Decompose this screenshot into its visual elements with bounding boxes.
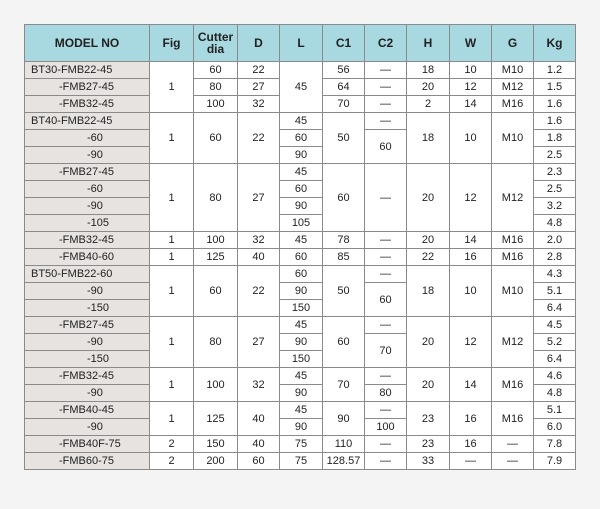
c1-cell: 50 — [323, 113, 365, 164]
fig-cell: 1 — [150, 113, 194, 164]
fig-cell: 1 — [150, 164, 194, 232]
model-cell: -105 — [25, 215, 150, 232]
c1-cell: 56 — [323, 62, 365, 79]
model-cell: -FMB40-60 — [25, 249, 150, 266]
c2-cell: — — [365, 164, 407, 232]
kg-cell: 6.0 — [534, 419, 576, 436]
c1-cell: 60 — [323, 317, 365, 368]
l-cell: 90 — [280, 283, 323, 300]
table-row — [25, 113, 576, 130]
kg-cell: 2.0 — [534, 232, 576, 249]
g-cell: M16 — [492, 368, 534, 402]
h-cell: 20 — [407, 79, 450, 96]
kg-cell: 3.2 — [534, 198, 576, 215]
header-cutter-line2: dia — [206, 42, 225, 56]
h-cell: 2 — [407, 96, 450, 113]
c1-cell: 70 — [323, 96, 365, 113]
cutter-cell: 60 — [194, 113, 238, 164]
c2-cell: 80 — [365, 385, 407, 402]
model-cell: -FMB32-45 — [25, 368, 150, 385]
c2-cell: 60 — [365, 283, 407, 317]
g-cell: — — [492, 453, 534, 470]
cutter-cell: 125 — [194, 249, 238, 266]
cutter-cell: 200 — [194, 453, 238, 470]
model-cell: BT50-FMB22-60 — [25, 266, 150, 283]
d-cell: 22 — [238, 113, 280, 164]
kg-cell: 7.9 — [534, 453, 576, 470]
l-cell: 150 — [280, 351, 323, 368]
header-w: W — [450, 25, 492, 62]
c2-cell: — — [365, 266, 407, 283]
kg-cell: 2.5 — [534, 147, 576, 164]
kg-cell: 2.8 — [534, 249, 576, 266]
fig-cell: 1 — [150, 249, 194, 266]
header-l: L — [280, 25, 323, 62]
table-row — [25, 436, 576, 453]
l-cell: 75 — [280, 453, 323, 470]
c1-cell: 85 — [323, 249, 365, 266]
c2-cell: 100 — [365, 419, 407, 436]
kg-cell: 4.8 — [534, 385, 576, 402]
table-row — [25, 164, 576, 181]
kg-cell: 5.2 — [534, 334, 576, 351]
l-cell: 45 — [280, 164, 323, 181]
kg-cell: 4.5 — [534, 317, 576, 334]
h-cell: 20 — [407, 232, 450, 249]
c1-cell: 50 — [323, 266, 365, 317]
d-cell: 32 — [238, 96, 280, 113]
l-cell: 60 — [280, 249, 323, 266]
cutter-cell: 60 — [194, 266, 238, 317]
header-h: H — [407, 25, 450, 62]
d-cell: 40 — [238, 402, 280, 436]
h-cell: 33 — [407, 453, 450, 470]
c1-cell: 60 — [323, 164, 365, 232]
kg-cell: 2.3 — [534, 164, 576, 181]
model-cell: -60 — [25, 181, 150, 198]
cutter-cell: 100 — [194, 232, 238, 249]
cutter-cell: 60 — [194, 62, 238, 79]
model-cell: -FMB27-45 — [25, 317, 150, 334]
l-cell: 45 — [280, 402, 323, 419]
model-cell: -90 — [25, 385, 150, 402]
header-c2: C2 — [365, 25, 407, 62]
d-cell: 22 — [238, 266, 280, 317]
d-cell: 32 — [238, 232, 280, 249]
d-cell: 27 — [238, 79, 280, 96]
c2-cell: — — [365, 96, 407, 113]
d-cell: 27 — [238, 317, 280, 368]
kg-cell: 4.6 — [534, 368, 576, 385]
header-model: MODEL NO — [25, 25, 150, 62]
model-cell: -90 — [25, 419, 150, 436]
model-cell: -FMB60-75 — [25, 453, 150, 470]
c2-cell: 70 — [365, 334, 407, 368]
model-cell: -60 — [25, 130, 150, 147]
header-cutter-dia — [194, 25, 238, 62]
l-cell: 90 — [280, 385, 323, 402]
g-cell: M12 — [492, 164, 534, 232]
l-cell: 90 — [280, 147, 323, 164]
g-cell: M16 — [492, 232, 534, 249]
l-cell: 105 — [280, 215, 323, 232]
c2-cell: — — [365, 79, 407, 96]
model-cell: BT30-FMB22-45 — [25, 62, 150, 79]
g-cell: — — [492, 436, 534, 453]
table-row — [25, 402, 576, 419]
model-cell: -90 — [25, 147, 150, 164]
fig-cell: 1 — [150, 317, 194, 368]
fig-cell: 2 — [150, 453, 194, 470]
d-cell: 27 — [238, 164, 280, 232]
l-cell: 75 — [280, 436, 323, 453]
c1-cell: 64 — [323, 79, 365, 96]
c2-cell: — — [365, 62, 407, 79]
w-cell: 12 — [450, 317, 492, 368]
model-cell: -150 — [25, 351, 150, 368]
c1-cell: 90 — [323, 402, 365, 436]
l-cell: 90 — [280, 198, 323, 215]
fig-cell: 2 — [150, 436, 194, 453]
d-cell: 22 — [238, 62, 280, 79]
h-cell: 23 — [407, 436, 450, 453]
h-cell: 23 — [407, 402, 450, 436]
cutter-cell: 150 — [194, 436, 238, 453]
model-cell: -90 — [25, 334, 150, 351]
g-cell: M10 — [492, 113, 534, 164]
w-cell: 10 — [450, 62, 492, 79]
kg-cell: 1.2 — [534, 62, 576, 79]
w-cell: — — [450, 453, 492, 470]
kg-cell: 6.4 — [534, 300, 576, 317]
w-cell: 14 — [450, 368, 492, 402]
table-row — [25, 62, 576, 79]
table-row — [25, 368, 576, 385]
l-cell: 45 — [280, 368, 323, 385]
w-cell: 10 — [450, 113, 492, 164]
kg-cell: 5.1 — [534, 283, 576, 300]
w-cell: 16 — [450, 402, 492, 436]
kg-cell: 1.6 — [534, 96, 576, 113]
w-cell: 14 — [450, 232, 492, 249]
c2-cell: — — [365, 436, 407, 453]
d-cell: 40 — [238, 436, 280, 453]
model-cell: -FMB27-45 — [25, 164, 150, 181]
cutter-cell: 100 — [194, 368, 238, 402]
kg-cell: 1.6 — [534, 113, 576, 130]
g-cell: M16 — [492, 249, 534, 266]
model-cell: -FMB27-45 — [25, 79, 150, 96]
l-cell: 45 — [280, 62, 323, 113]
l-cell: 45 — [280, 317, 323, 334]
c1-cell: 110 — [323, 436, 365, 453]
table-row — [25, 249, 576, 266]
h-cell: 20 — [407, 317, 450, 368]
model-cell: -150 — [25, 300, 150, 317]
l-cell: 150 — [280, 300, 323, 317]
w-cell: 16 — [450, 436, 492, 453]
kg-cell: 5.1 — [534, 402, 576, 419]
g-cell: M16 — [492, 96, 534, 113]
fig-cell: 1 — [150, 62, 194, 113]
header-row — [25, 25, 576, 62]
l-cell: 45 — [280, 232, 323, 249]
cutter-cell: 80 — [194, 317, 238, 368]
w-cell: 12 — [450, 164, 492, 232]
d-cell: 60 — [238, 453, 280, 470]
table-row — [25, 317, 576, 334]
cutter-cell: 100 — [194, 96, 238, 113]
g-cell: M12 — [492, 79, 534, 96]
l-cell: 60 — [280, 266, 323, 283]
c2-cell: — — [365, 232, 407, 249]
model-cell: -90 — [25, 283, 150, 300]
kg-cell: 7.8 — [534, 436, 576, 453]
h-cell: 18 — [407, 113, 450, 164]
model-cell: -FMB40F-75 — [25, 436, 150, 453]
l-cell: 60 — [280, 181, 323, 198]
header-d: D — [238, 25, 280, 62]
l-cell: 60 — [280, 130, 323, 147]
c2-cell: — — [365, 249, 407, 266]
c2-cell: — — [365, 453, 407, 470]
kg-cell: 4.8 — [534, 215, 576, 232]
c1-cell: 128.57 — [323, 453, 365, 470]
c2-cell: — — [365, 113, 407, 130]
model-cell: BT40-FMB22-45 — [25, 113, 150, 130]
fig-cell: 1 — [150, 368, 194, 402]
header-c1: C1 — [323, 25, 365, 62]
c2-cell: — — [365, 368, 407, 385]
g-cell: M10 — [492, 266, 534, 317]
d-cell: 40 — [238, 249, 280, 266]
w-cell: 16 — [450, 249, 492, 266]
c2-cell: — — [365, 317, 407, 334]
w-cell: 14 — [450, 96, 492, 113]
fig-cell: 1 — [150, 266, 194, 317]
cutter-cell: 125 — [194, 402, 238, 436]
header-cutter-line1: Cutter — [197, 30, 234, 44]
kg-cell: 1.5 — [534, 79, 576, 96]
c1-cell: 78 — [323, 232, 365, 249]
table-row — [25, 266, 576, 283]
fig-cell: 1 — [150, 232, 194, 249]
g-cell: M12 — [492, 317, 534, 368]
g-cell: M16 — [492, 402, 534, 436]
cutter-cell: 80 — [194, 164, 238, 232]
model-cell: -FMB32-45 — [25, 232, 150, 249]
kg-cell: 2.5 — [534, 181, 576, 198]
w-cell: 12 — [450, 79, 492, 96]
header-g: G — [492, 25, 534, 62]
header-kg: Kg — [534, 25, 576, 62]
kg-cell: 6.4 — [534, 351, 576, 368]
cutter-cell: 80 — [194, 79, 238, 96]
h-cell: 22 — [407, 249, 450, 266]
w-cell: 10 — [450, 266, 492, 317]
table-row — [25, 232, 576, 249]
kg-cell: 1.8 — [534, 130, 576, 147]
d-cell: 32 — [238, 368, 280, 402]
table-row — [25, 453, 576, 470]
h-cell: 20 — [407, 164, 450, 232]
h-cell: 18 — [407, 62, 450, 79]
spec-table — [24, 24, 576, 470]
h-cell: 20 — [407, 368, 450, 402]
h-cell: 18 — [407, 266, 450, 317]
kg-cell: 4.3 — [534, 266, 576, 283]
c2-cell: 60 — [365, 130, 407, 164]
l-cell: 90 — [280, 419, 323, 436]
c2-cell: — — [365, 402, 407, 419]
model-cell: -90 — [25, 198, 150, 215]
model-cell: -FMB40-45 — [25, 402, 150, 419]
l-cell: 90 — [280, 334, 323, 351]
model-cell: -FMB32-45 — [25, 96, 150, 113]
l-cell: 45 — [280, 113, 323, 130]
header-fig: Fig — [150, 25, 194, 62]
g-cell: M10 — [492, 62, 534, 79]
fig-cell: 1 — [150, 402, 194, 436]
c1-cell: 70 — [323, 368, 365, 402]
